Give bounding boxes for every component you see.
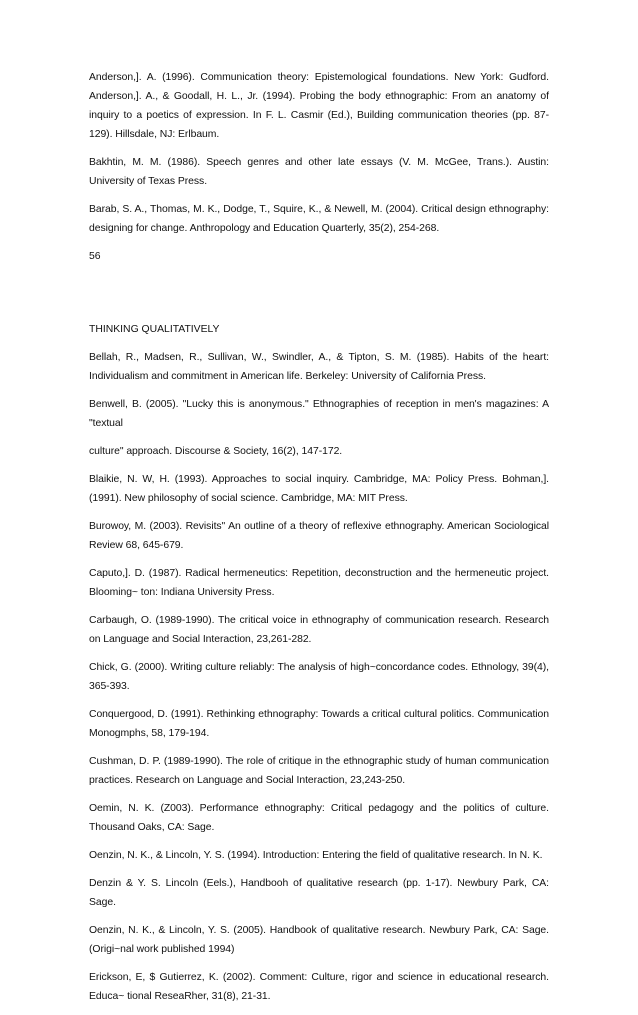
spacer [89, 433, 549, 442]
reference-chick: Chick, G. (2000). Writing culture reliably: The analysis of high~concordance codes. Ethnology, 39(4), 365-393. [89, 662, 549, 692]
reference-bellah: Bellah, R., Madsen, R., Sullivan, W., Swindler, A., & Tipton, S. M. (1985). Habits of the heart: Individualism and commitment in American life. Berkeley: University of California Press. [89, 352, 549, 382]
reference-carbaugh: Carbaugh, O. (1989-1990). The critical voice in ethnography of communication research. Research on Language and Social Interaction, 23,261-282. [89, 615, 549, 645]
reference-oenzin-2005: Oenzin, N. K., & Lincoln, Y. S. (2005). Handbook of qualitative research. Newbury Park, CA: Sage. (Origi~nal work published 1994) [89, 925, 549, 955]
reference-oenzin-1994: Oenzin, N. K., & Lincoln, Y. S. (1994). Introduction: Entering the field of qualitative research. In N. K. [89, 850, 543, 861]
reference-blaikie: Blaikie, N. W, H. (1993). Approaches to social inquiry. Cambridge, MA: Policy Press. Bohman,]. (1991). New philosophy of social science. Cambridge, MA: MIT Press. [89, 474, 549, 504]
running-head: THINKING QUALITATIVELY [89, 324, 220, 335]
reference-burowoy: Burowoy, M. (2003). Revisits" An outline of a theory of reflexive ethnography. American Sociological Review 68, 645-679. [89, 521, 549, 551]
reference-benwell: Benwell, B. (2005). "Lucky this is anonymous." Ethnographies of reception in men's magazines: A "textual [89, 399, 549, 429]
reference-cushman: Cushman, D. P. (1989-1990). The role of critique in the ethnographic study of human communication practices. Research on Language and Social Interaction, 23,243-250. [89, 756, 549, 786]
page-number: 56 [89, 251, 101, 262]
reference-erickson: Erickson, E, $ Gutierrez, K. (2002). Comment: Culture, rigor and science in educational research. Educa~ tional ReseaRher, 31(8), 21-31. [89, 972, 549, 1002]
reference-conquergood: Conquergood, D. (1991). Rethinking ethnography: Towards a critical cultural politics. Communication Monogmphs, 58, 179-194. [89, 709, 549, 739]
reference-barab: Barab, S. A., Thomas, M. K., Dodge, T., Squire, K., & Newell, M. (2004). Critical design ethnography: designing for change. Anthropology and Education Quarterly, 35(2), 254-268. [89, 204, 549, 234]
document-page [89, 68, 549, 1015]
reference-oemin: Oemin, N. K. (Z003). Performance ethnography: Critical pedagogy and the politics of culture. Thousand Oaks, CA: Sage. [89, 803, 549, 833]
reference-caputo: Caputo,]. D. (1987). Radical hermeneutics: Repetition, deconstruction and the hermeneutic project. Blooming~ ton: Indiana University Press. [89, 568, 549, 598]
reference-bakhtin: Bakhtin, M. M. (1986). Speech genres and other late essays (V. M. McGee, Trans.). Austin: University of Texas Press. [89, 157, 549, 187]
reference-benwell-cont: culture" approach. Discourse & Society, 16(2), 147-172. [89, 446, 343, 457]
page-break-gap [89, 266, 549, 320]
reference-denzin-handbook: Denzin & Y. S. Lincoln (Eels.), Handbooh of qualitative research (pp. 1-17). Newbury Park, CA: Sage. [89, 878, 549, 908]
reference-anderson: Anderson,]. A. (1996). Communication theory: Epistemological foundations. New York: Gudford. Anderson,]. A., & Goodall, H. L., Jr. (1994). Probing the body ethnographic: From an anatomy of inquiry to a poetics of expression. In F. L. Casmir (Ed.), Building communication theories (pp. 87-129). Hillsdale, NJ: Erlbaum. [89, 72, 549, 140]
